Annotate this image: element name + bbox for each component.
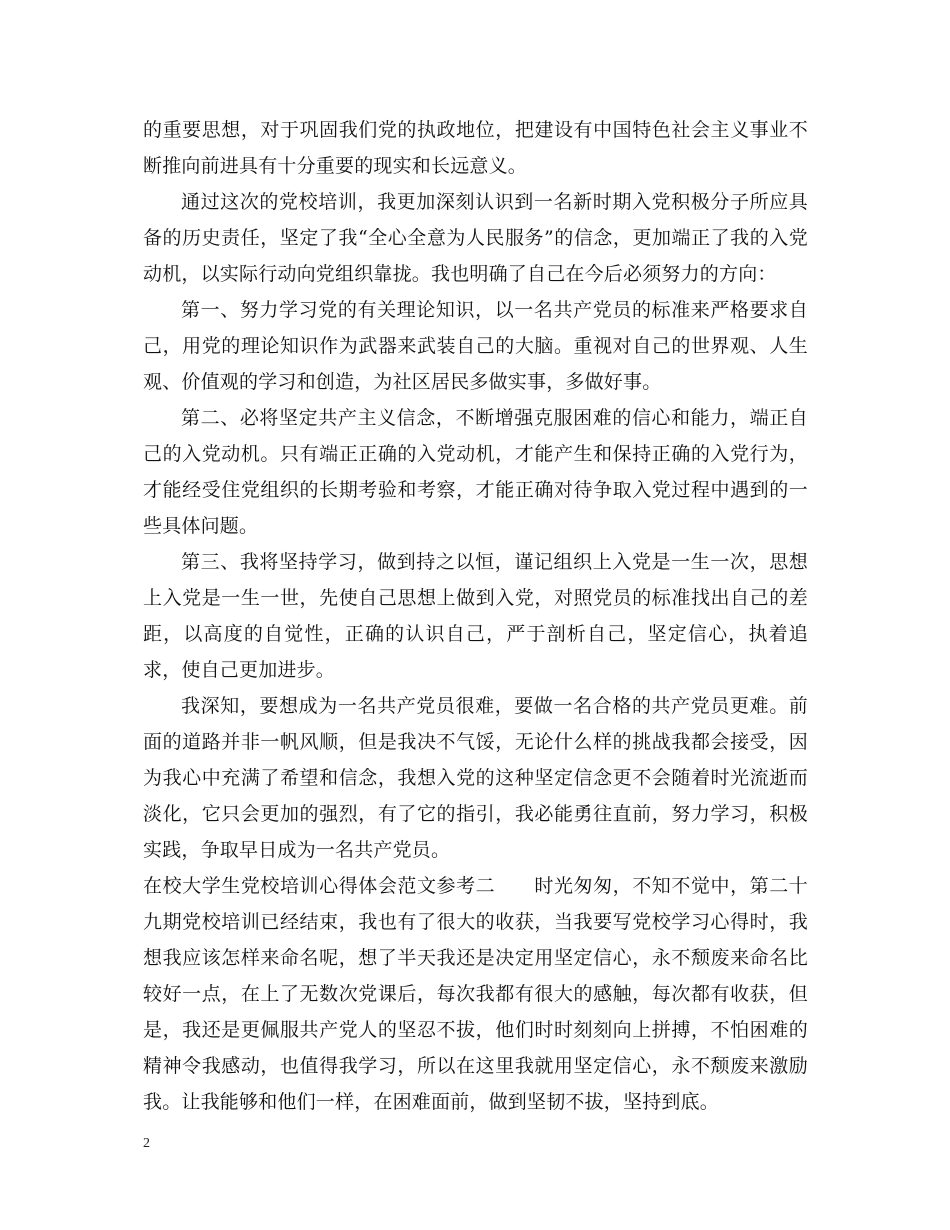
paragraph-party-school-reflection: 通过这次的党校培训，我更加深刻认识到一名新时期入党积极分子所应具备的历史责任，坚定了我“全心全意为人民服务”的信念，更加端正了我的入党动机，以实际行动向党组织靠拢。我也明确了自己在今后必须努力的方向： [143, 191, 808, 285]
paragraph-point-three: 第三、我将坚持学习，做到持之以恒，谨记组织上入党是一生一次，思想上入党是一生一世，先使自己思想上做到入党，对照党员的标准找出自己的差距，以高度的自觉性，正确的认识自己，严于剖析自己，坚定信心，执着追求，使自己更加进步。 [143, 551, 808, 681]
paragraph-sample-two: 在校大学生党校培训心得体会范文参考二 时光匆匆，不知不觉中，第二十九期党校培训已经结束，我也有了很大的收获，当我要写党校学习心得时，我想我应该怎样来命名呢，想了半天我还是决定用坚定信心，永不颓废来命名比较好一点，在上了无数次党课后，每次我都有很大的感触，每次都有收获，但是，我还是更佩服共产党人的坚忍不拔，他们时时刻刻向上拼搏，不怕困难的精神令我感动，也值得我学习，所以在这里我就用坚定信心，永不颓废来激励我。让我能够和他们一样，在困难面前，做到坚韧不拔，坚持到底。 [143, 875, 808, 1113]
page-number: 2 [143, 1136, 150, 1151]
document-body [143, 112, 808, 1120]
paragraph-point-two: 第二、必将坚定共产主义信念，不断增强克服困难的信心和能力，端正自己的入党动机。只有端正正确的入党动机，才能产生和保持正确的入党行为，才能经受住党组织的长期考验和考察，才能正确对待争取入党过程中遇到的一些具体问题。 [143, 407, 808, 537]
paragraph-point-one: 第一、努力学习党的有关理论知识，以一名共产党员的标准来严格要求自己，用党的理论知识作为武器来武装自己的大脑。重视对自己的世界观、人生观、价值观的学习和创造，为社区居民多做实事，多做好事。 [143, 299, 808, 393]
paragraph-conclusion: 我深知，要想成为一名共产党员很难，要做一名合格的共产党员更难。前面的道路并非一帆风顺，但是我决不气馁，无论什么样的挑战我都会接受，因为我心中充满了希望和信念，我想入党的这种坚定信念更不会随着时光流逝而淡化，它只会更加的强烈，有了它的指引，我必能勇往直前，努力学习，积极实践，争取早日成为一名共产党员。 [143, 695, 808, 861]
paragraph-continuation: 的重要思想，对于巩固我们党的执政地位，把建设有中国特色社会主义事业不断推向前进具有十分重要的现实和长远意义。 [143, 119, 808, 177]
